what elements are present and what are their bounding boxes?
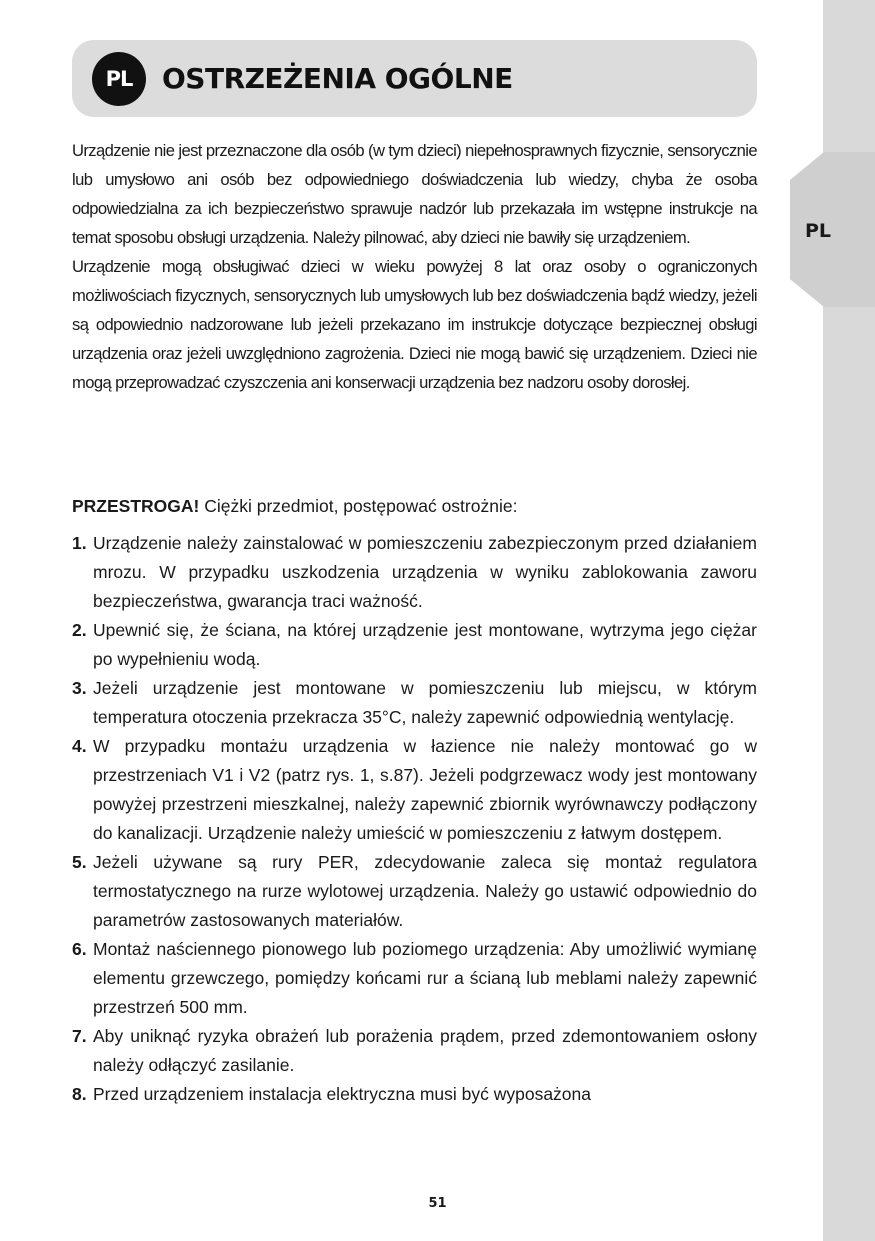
list-item-text: Jeżeli używane są rury PER, zdecydowanie zaleca się montaż regulatora termostatycznego na rurze wylotowej urządzenia. Należy go ustawić odpowiednio do parametrów zastosowanych materiałów. — [93, 852, 757, 930]
list-item — [72, 848, 757, 935]
list-item — [72, 616, 757, 674]
list-item-number: 2. — [72, 620, 87, 640]
caution-text: Ciężki przedmiot, postępować ostrożnie: — [199, 496, 518, 516]
list-item-text: Przed urządzeniem instalacja elektryczna musi być wyposażona — [93, 1084, 592, 1104]
list-item — [72, 529, 757, 616]
list-item-text: Urządzenie należy zainstalować w pomieszczeniu zabezpieczonym przed działaniem mrozu. W przypadku uszkodzenia urządzenia w wyniku zablokowania zaworu bezpieczeństwa, gwarancja traci ważność. — [93, 533, 757, 611]
list-item-number: 5. — [72, 852, 87, 872]
intro-text — [72, 136, 757, 397]
list-item-text: Montaż naściennego pionowego lub poziomego urządzenia: Aby umożliwić wymianę elementu grzewczego, pomiędzy końcami rur a ścianą lub meblami należy zapewnić przestrzeń 500 mm. — [93, 939, 757, 1017]
list-item-text: Jeżeli urządzenie jest montowane w pomieszczeniu lub miejscu, w którym temperatura otoczenia przekracza 35°C, należy zapewnić odpowiednią wentylację. — [93, 678, 757, 727]
list-item — [72, 935, 757, 1022]
list-item — [72, 732, 757, 848]
list-item — [72, 1022, 757, 1080]
list-item-number: 4. — [72, 736, 87, 756]
list-item-number: 3. — [72, 678, 87, 698]
caution-label: PRZESTROGA! — [72, 496, 200, 516]
list-item-number: 8. — [72, 1084, 87, 1104]
list-item-text: Aby uniknąć ryzyka obrażeń lub porażenia prądem, przed zdemontowaniem osłony należy odłączyć zasilanie. — [93, 1026, 757, 1075]
language-badge: PL — [92, 52, 146, 106]
list-item — [72, 1080, 757, 1109]
instruction-list — [72, 529, 757, 1109]
list-item-text: W przypadku montażu urządzenia w łazience nie należy montować go w przestrzeniach V1 i V2 (patrz rys. 1, s.87). Jeżeli podgrzewacz wody jest montowany powyżej przestrzeni mieszkalnej, należy zapewnić zbiornik wyrównawczy podłączony do kanalizacji. Urządzenie należy umieścić w pomieszczeniu z łatwym dostępem. — [93, 736, 757, 843]
list-item-number: 1. — [72, 533, 87, 553]
list-item-number: 7. — [72, 1026, 87, 1046]
list-item-text: Upewnić się, że ściana, na której urządzenie jest montowane, wytrzyma jego ciężar po wypełnieniu wodą. — [93, 620, 757, 669]
caution-line — [72, 492, 757, 520]
page-number: 51 — [428, 1196, 447, 1211]
intro-paragraph: Urządzenie mogą obsługiwać dzieci w wieku powyżej 8 lat oraz osoby o ograniczonych możliwościach fizycznych, sensorycznych lub umysłowych lub bez doświadczenia bądź wiedzy, jeżeli są odpowiednio nadzorowane lub jeżeli przekazano im instrukcje dotyczące bezpiecznej obsługi urządzenia oraz jeżeli uwzględniono zagrożenia. Dzieci nie mogą bawić się urządzeniem. Dzieci nie mogą przeprowadzać czyszczenia ani konserwacji urządzenia bez nadzoru osoby dorosłej. — [72, 257, 757, 392]
page-title: OSTRZEŻENIA OGÓLNE — [162, 62, 513, 95]
list-item — [72, 674, 757, 732]
intro-paragraph: Urządzenie nie jest przeznaczone dla osób (w tym dzieci) niepełnosprawnych fizycznie, sensorycznie lub umysłowo ani osób bez odpowiedniego doświadczenia lub wiedzy, chyba że osoba odpowiedzialna za ich bezpieczeństwo sprawuje nadzór lub przekazała im wstępne instrukcje na temat sposobu obsługi urządzenia. Należy pilnować, aby dzieci nie bawiły się urządzeniem. — [72, 141, 757, 247]
language-side-tab-label: PL — [804, 220, 832, 242]
list-item-number: 6. — [72, 939, 87, 959]
